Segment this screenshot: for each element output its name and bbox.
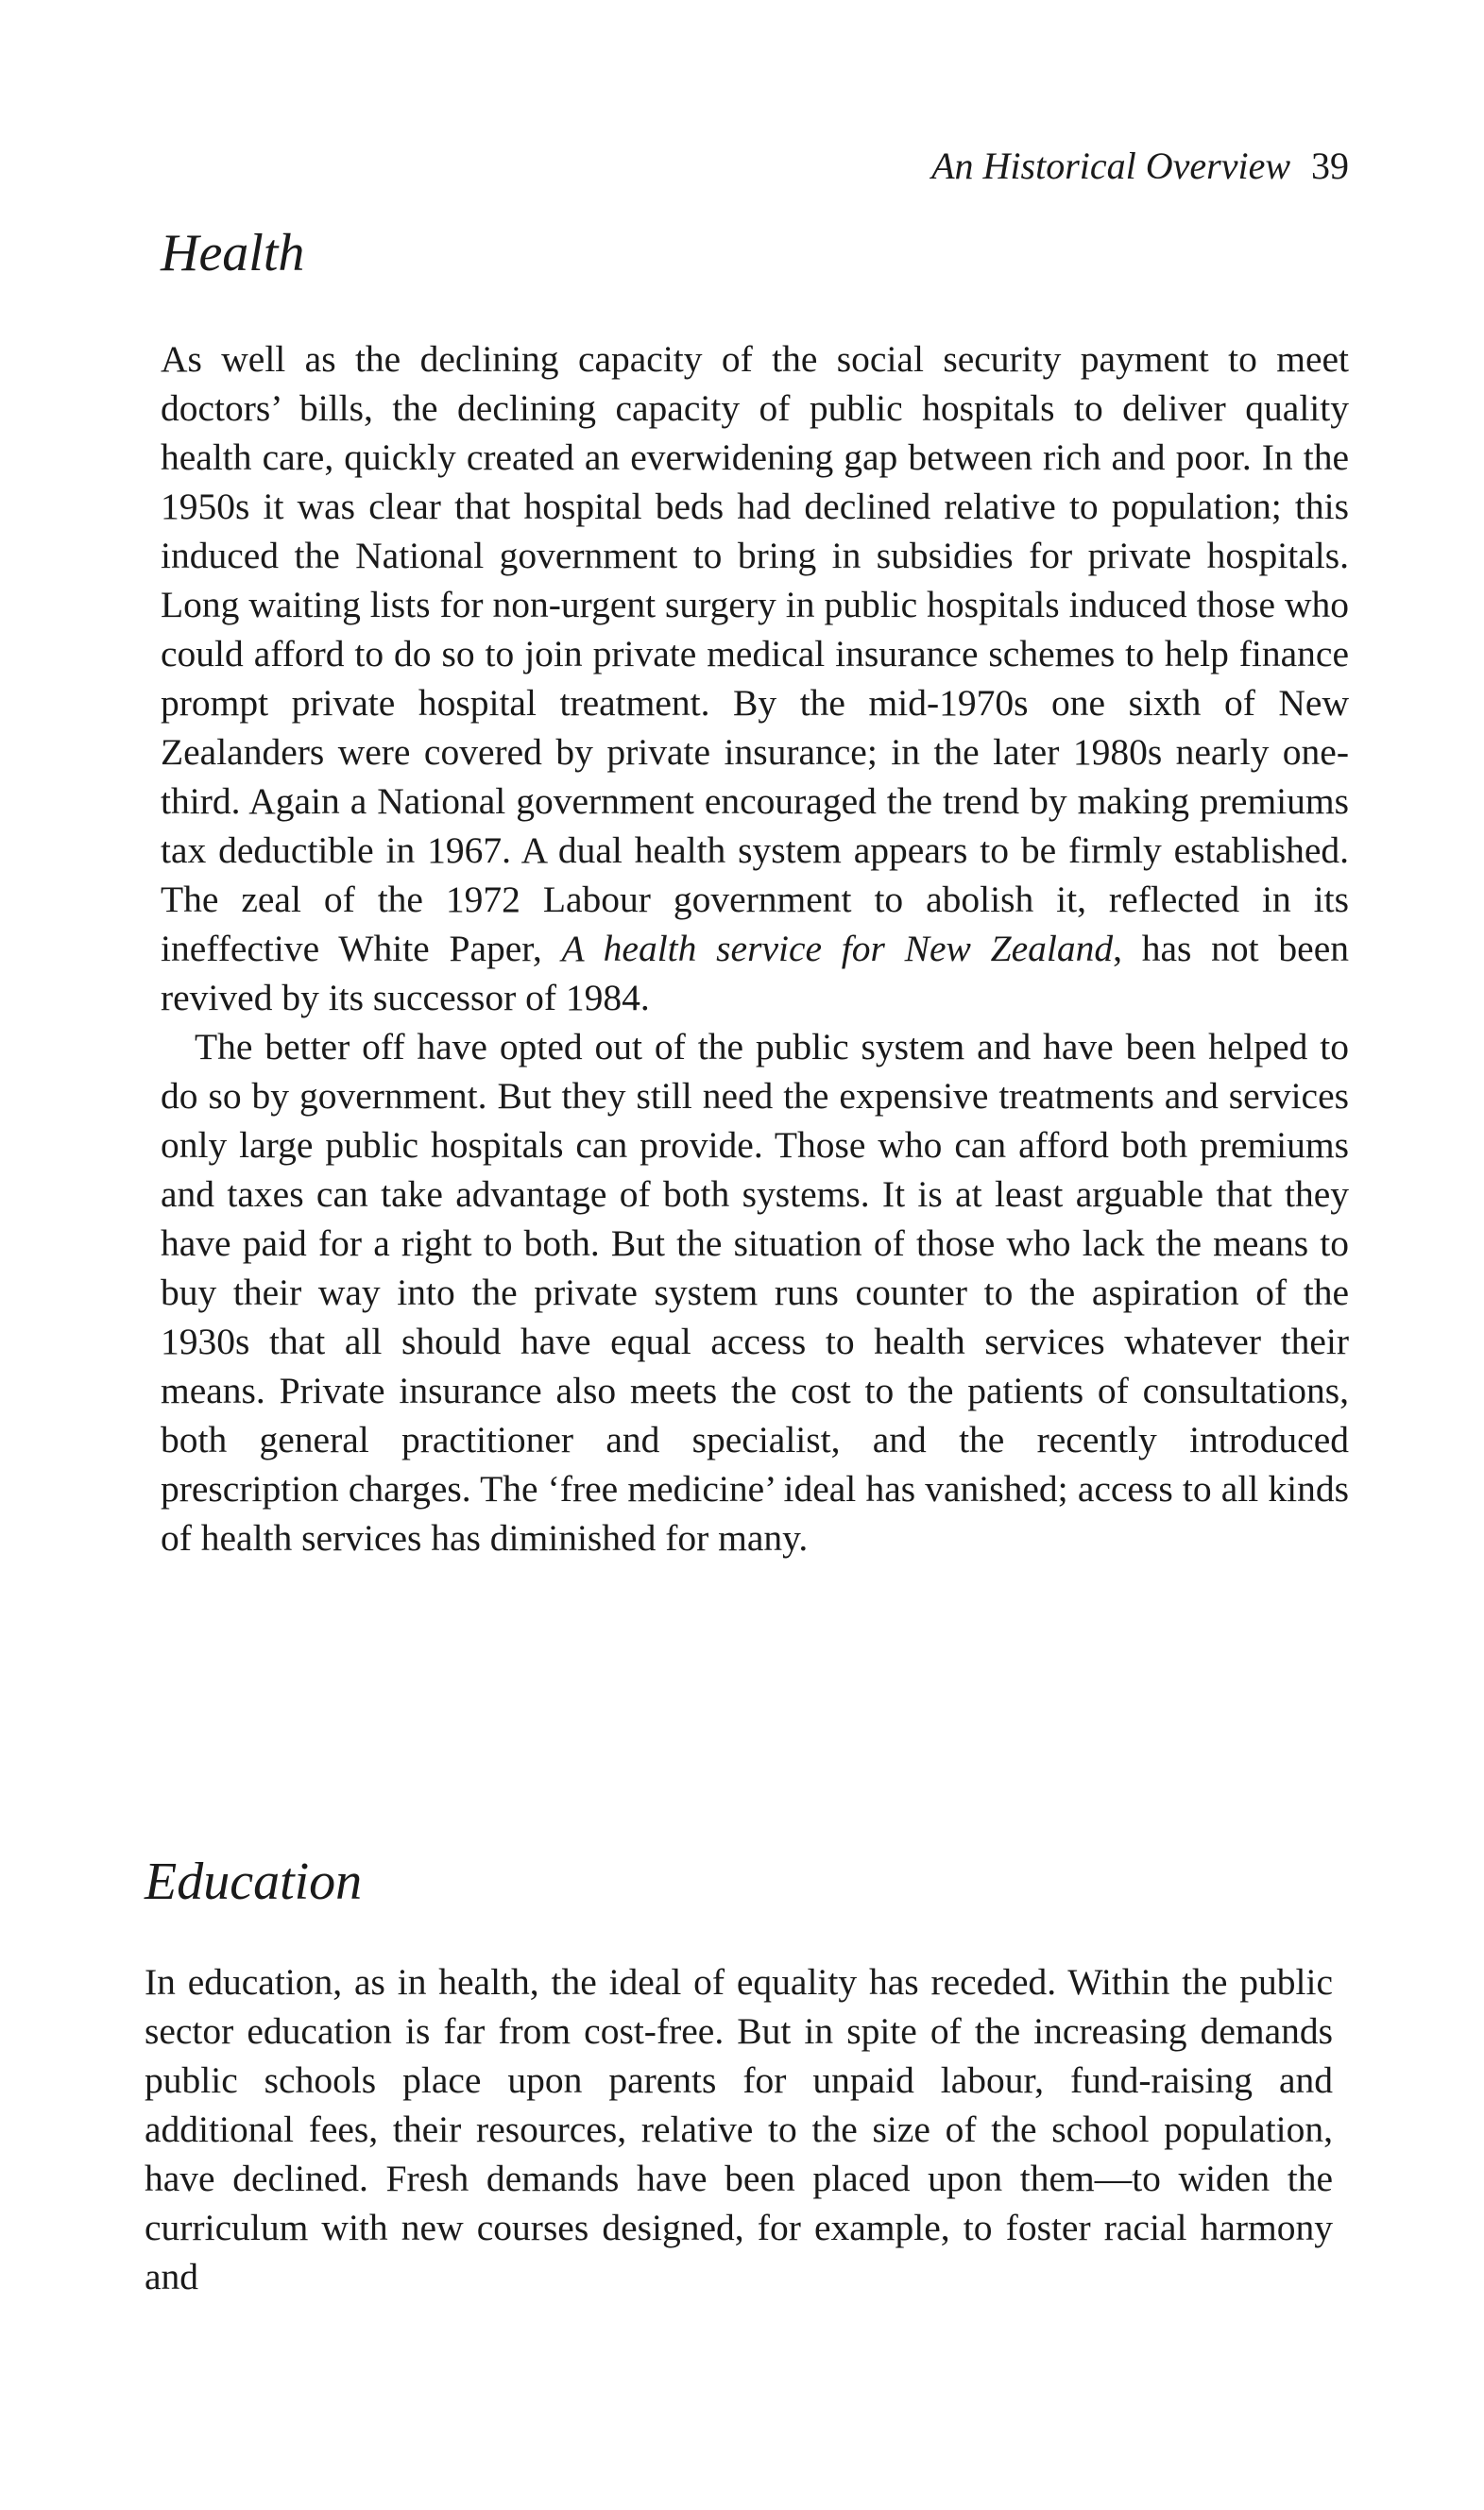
- running-head: [931, 144, 1349, 189]
- paragraph: The better off have opted out of the public system and have been helped to do so by government. But they still need the expensive treatments and services only large public hospitals can provide. Those who can afford both premiums and taxes can take advantage of both systems. It is at least arguable that they have paid for a right to both. But the situation of those who lack the means to buy their way into the private system runs counter to the aspiration of the 1930s that all should have equal access to health services whatever their means. Private insurance also meets the cost to the patients of consultations, both general practitioner and specialist, and the recently introduced prescription charges. The ‘free medicine’ ideal has vanished; access to all kinds of health services has diminished for many.: [161, 1026, 1349, 1559]
- italic-title: A health service for New Zealand: [561, 928, 1114, 969]
- running-head-title: An Historical Overview: [931, 145, 1290, 187]
- paragraph-text: , has not been revived by its successor of 1984.: [161, 928, 1349, 1018]
- section-body-education: [145, 1957, 1333, 2301]
- paragraph: In education, as in health, the ideal of equality has receded. Within the public sector education is far from cost-free. But in spite of the increasing demands public schools place upon parents for unpaid labour, fund-raising and additional fees, their resources, relative to the size of the school population, have declined. Fresh demands have been placed upon them—to widen the curriculum with new courses designed, for example, to foster racial harmony and: [145, 1961, 1333, 2297]
- section-heading-education: Education: [145, 1853, 363, 1911]
- paragraph: [161, 334, 1349, 1022]
- section-body-health: [161, 334, 1349, 1562]
- page-number: 39: [1311, 145, 1349, 187]
- paragraph-text: As well as the declining capacity of the social security payment to meet doctors’ bills, the declining capacity of public hospitals to deliver quality health care, quickly created an everwidening gap between rich and poor. In the 1950s it was clear that hospital beds had declined relative to population; this induced the National government to bring in subsidies for private hospitals. Long waiting lists for non-urgent surgery in public hospitals induced those who could afford to do so to join private medical insurance schemes to help finance prompt private hospital treatment. By the mid-1970s one sixth of New Zealanders were covered by private insurance; in the later 1980s nearly one-third. Again a National government encouraged the trend by making premiums tax deductible in 1967. A dual health system appears to be firmly established. The zeal of the 1972 Labour government to abolish it, reflected in its ineffective White Paper,: [161, 338, 1349, 969]
- section-heading-health: Health: [161, 224, 305, 282]
